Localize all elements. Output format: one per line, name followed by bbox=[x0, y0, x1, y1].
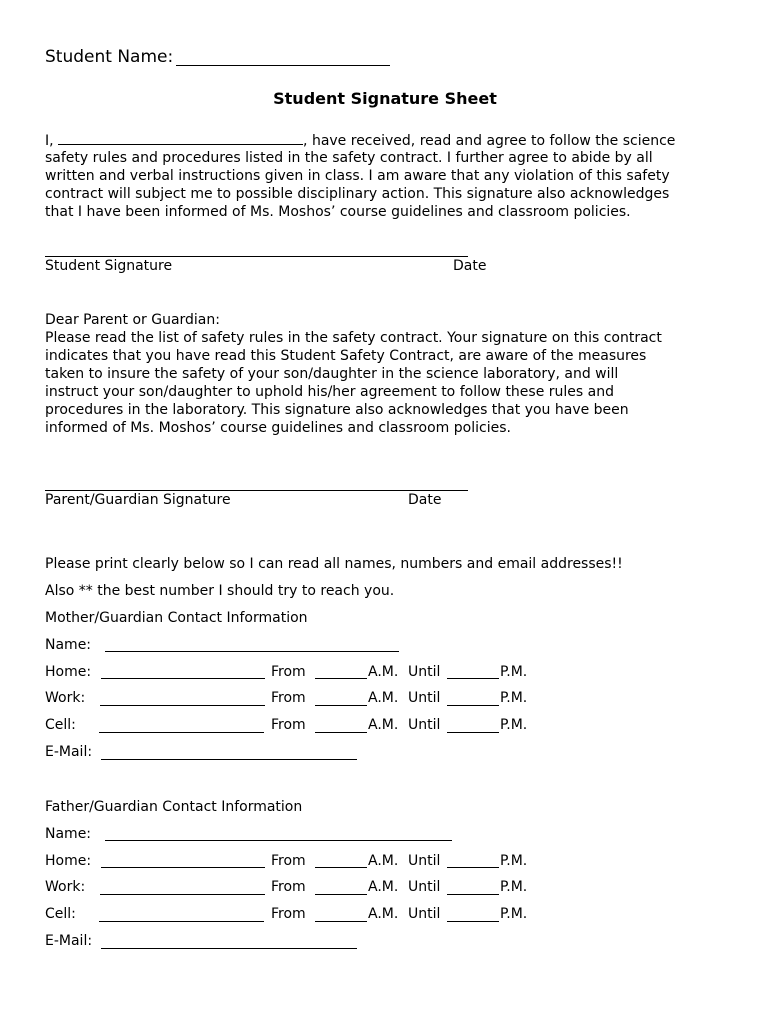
paragraph-line: contract will subject me to possible disciplinary action. This signature also acknowledges bbox=[45, 186, 670, 202]
until-label: Until bbox=[408, 906, 441, 922]
parent-date-label: Date bbox=[408, 492, 442, 508]
until-label: Until bbox=[408, 879, 441, 895]
father-email-field[interactable] bbox=[101, 948, 357, 949]
section-heading: Mother/Guardian Contact Information bbox=[45, 610, 308, 626]
pm-label: P.M. bbox=[500, 690, 528, 706]
from-label: From bbox=[271, 879, 306, 895]
email-label: E-Mail: bbox=[45, 744, 93, 760]
mother-home-from-field[interactable] bbox=[315, 678, 367, 679]
page-title: Student Signature Sheet bbox=[273, 89, 497, 108]
parent-signature-label: Parent/Guardian Signature bbox=[45, 492, 231, 508]
section-heading: Father/Guardian Contact Information bbox=[45, 799, 303, 815]
mother-home-field[interactable] bbox=[101, 678, 265, 679]
student-date-label: Date bbox=[453, 258, 487, 274]
mother-home-until-field[interactable] bbox=[447, 678, 499, 679]
from-label: From bbox=[271, 690, 306, 706]
paragraph-line: Please read the list of safety rules in the safety contract. Your signature on this contract bbox=[45, 330, 662, 346]
paragraph-line: , have received, read and agree to follow the science bbox=[303, 133, 676, 149]
father-home-from-field[interactable] bbox=[315, 867, 367, 868]
mother-name-field[interactable] bbox=[105, 651, 399, 652]
father-home-field[interactable] bbox=[101, 867, 265, 868]
paragraph-line: that I have been informed of Ms. Moshos’ course guidelines and classroom policies. bbox=[45, 204, 631, 220]
father-name-field[interactable] bbox=[105, 840, 452, 841]
father-cell-field[interactable] bbox=[99, 921, 264, 922]
father-work-until-field[interactable] bbox=[447, 894, 499, 895]
paragraph-line: indicates that you have read this Student Safety Contract, are aware of the measures bbox=[45, 348, 647, 364]
paragraph-line: taken to insure the safety of your son/daughter in the science laboratory, and will bbox=[45, 366, 619, 382]
student-signature-label: Student Signature bbox=[45, 258, 173, 274]
father-work-field[interactable] bbox=[100, 894, 265, 895]
work-label: Work: bbox=[45, 879, 86, 895]
am-label: A.M. bbox=[368, 690, 399, 706]
am-label: A.M. bbox=[368, 906, 399, 922]
paragraph-line: informed of Ms. Moshos’ course guidelines and classroom policies. bbox=[45, 420, 511, 436]
until-label: Until bbox=[408, 853, 441, 869]
pm-label: P.M. bbox=[500, 906, 528, 922]
paragraph-line: written and verbal instructions given in class. I am aware that any violation of this safety bbox=[45, 168, 670, 184]
home-label: Home: bbox=[45, 664, 92, 680]
cell-label: Cell: bbox=[45, 906, 76, 922]
pm-label: P.M. bbox=[500, 664, 528, 680]
from-label: From bbox=[271, 853, 306, 869]
name-label: Name: bbox=[45, 637, 92, 653]
from-label: From bbox=[271, 664, 306, 680]
pm-label: P.M. bbox=[500, 853, 528, 869]
until-label: Until bbox=[408, 690, 441, 706]
paragraph-line: Dear Parent or Guardian: bbox=[45, 312, 220, 328]
instructions-line: Also ** the best number I should try to reach you. bbox=[45, 583, 395, 599]
until-label: Until bbox=[408, 664, 441, 680]
student-name-field[interactable] bbox=[176, 65, 390, 66]
father-home-until-field[interactable] bbox=[447, 867, 499, 868]
from-label: From bbox=[271, 717, 306, 733]
paragraph-line: instruct your son/daughter to uphold his/her agreement to follow these rules and bbox=[45, 384, 614, 400]
instructions-line: Please print clearly below so I can read all names, numbers and email addresses!! bbox=[45, 556, 623, 572]
cell-label: Cell: bbox=[45, 717, 76, 733]
home-label: Home: bbox=[45, 853, 92, 869]
mother-email-field[interactable] bbox=[101, 759, 357, 760]
mother-work-from-field[interactable] bbox=[315, 705, 367, 706]
pm-label: P.M. bbox=[500, 879, 528, 895]
paragraph-line: procedures in the laboratory. This signature also acknowledges that you have been bbox=[45, 402, 629, 418]
from-label: From bbox=[271, 906, 306, 922]
am-label: A.M. bbox=[368, 664, 399, 680]
am-label: A.M. bbox=[368, 853, 399, 869]
work-label: Work: bbox=[45, 690, 86, 706]
mother-work-field[interactable] bbox=[100, 705, 265, 706]
student-name-label: Student Name: bbox=[45, 47, 174, 67]
name-label: Name: bbox=[45, 826, 92, 842]
father-work-from-field[interactable] bbox=[315, 894, 367, 895]
mother-cell-from-field[interactable] bbox=[315, 732, 367, 733]
paragraph-lead: I, bbox=[45, 133, 54, 149]
father-cell-until-field[interactable] bbox=[447, 921, 499, 922]
am-label: A.M. bbox=[368, 717, 399, 733]
am-label: A.M. bbox=[368, 879, 399, 895]
mother-work-until-field[interactable] bbox=[447, 705, 499, 706]
father-cell-from-field[interactable] bbox=[315, 921, 367, 922]
paragraph-line: safety rules and procedures listed in the safety contract. I further agree to abide by all bbox=[45, 150, 653, 166]
email-label: E-Mail: bbox=[45, 933, 93, 949]
pm-label: P.M. bbox=[500, 717, 528, 733]
mother-cell-field[interactable] bbox=[99, 732, 264, 733]
mother-cell-until-field[interactable] bbox=[447, 732, 499, 733]
until-label: Until bbox=[408, 717, 441, 733]
student-name-blank-field[interactable] bbox=[58, 131, 303, 145]
